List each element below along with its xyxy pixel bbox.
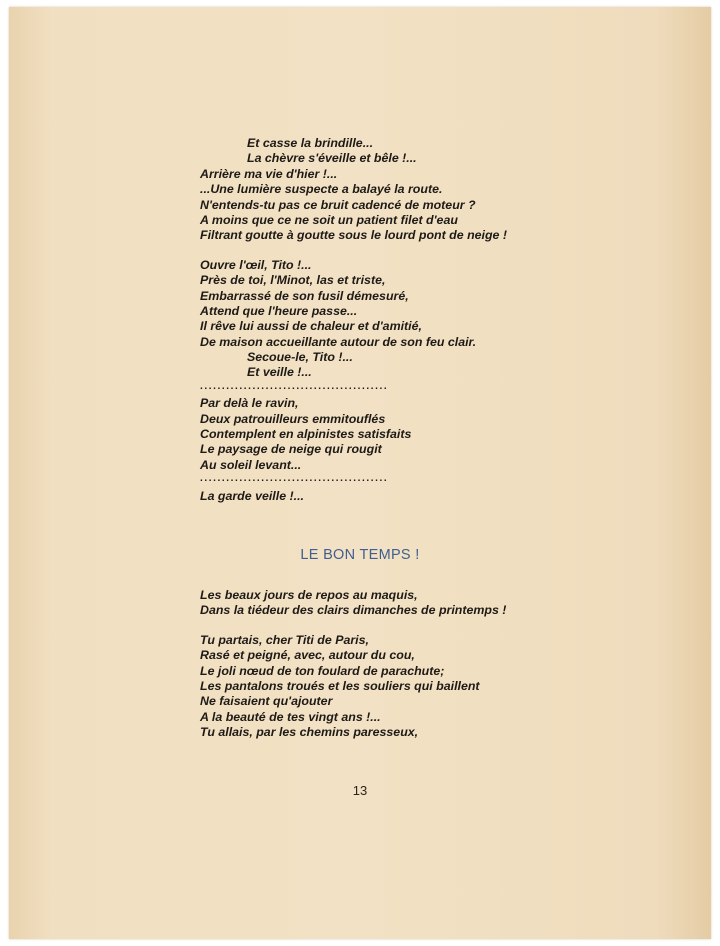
poem-line: A moins que ce ne soit un patient filet d'eau [200,212,458,227]
poem-line: Ouvre l'œil, Tito !... [200,257,312,272]
poem-line: Et veille !... [247,365,312,380]
poem-line: ...Une lumière suspecte a balayé la route. [200,182,443,197]
poem-line: Filtrant goutte à goutte sous le lourd pont de neige ! [200,228,508,243]
poem-line: Et casse la brindille... [247,136,374,150]
poem-line: Embarrassé de son fusil démesuré, [200,288,409,303]
page-number: 13 [352,783,368,798]
poem-line: De maison accueillante autour de son feu clair. [200,334,477,349]
poem-line: A la beauté de tes vingt ans !... [200,709,381,724]
poem-line: Le joli nœud de ton foulard de parachute; [200,663,445,678]
poem-line: Près de toi, l'Minot, las et triste, [200,273,386,288]
poem-closing-line: La garde veille !... [200,488,304,503]
poem-line: Tu allais, par les chemins paresseux, [200,725,419,740]
poem-line: Deux patrouilleurs emmitouflés [200,411,386,426]
book-page [9,7,711,939]
section-title: LE BON TEMPS ! [300,547,420,563]
poem-part-2 [200,588,506,741]
poem-line: Attend que l'heure passe... [200,303,358,318]
poem-part-1 [200,136,507,504]
poem-line: Dans la tiédeur des clairs dimanches de printemps ! [200,603,507,618]
poem-line: Le paysage de neige qui rougit [200,442,382,457]
poem-line: Contemplent en alpinistes satisfaits [200,427,412,442]
poem-line: N'entends-tu pas ce bruit cadencé de moteur ? [200,197,476,212]
poem-line: Les pantalons troués et les souliers qui baillent [200,678,480,693]
dotted-separator: ........................................... [200,380,389,392]
poem-line: La chèvre s'éveille et bêle !... [247,151,417,166]
poem-line: Par delà le ravin, [200,396,299,411]
poem-line: Il rêve lui aussi de chaleur et d'amitié, [200,319,422,334]
poem-line: Tu partais, cher Titi de Paris, [200,632,369,647]
poem-line: Les beaux jours de repos au maquis, [200,588,418,602]
poem-line: Ne faisaient qu'ajouter [200,694,333,709]
poem-line: Rasé et peigné, avec, autour du cou, [200,648,415,663]
dotted-separator: ........................................... [200,473,389,485]
poem-line: Arrière ma vie d'hier !... [200,166,338,181]
poem-line: Au soleil levant... [200,457,302,472]
poem-line: Secoue-le, Tito !... [247,350,353,365]
